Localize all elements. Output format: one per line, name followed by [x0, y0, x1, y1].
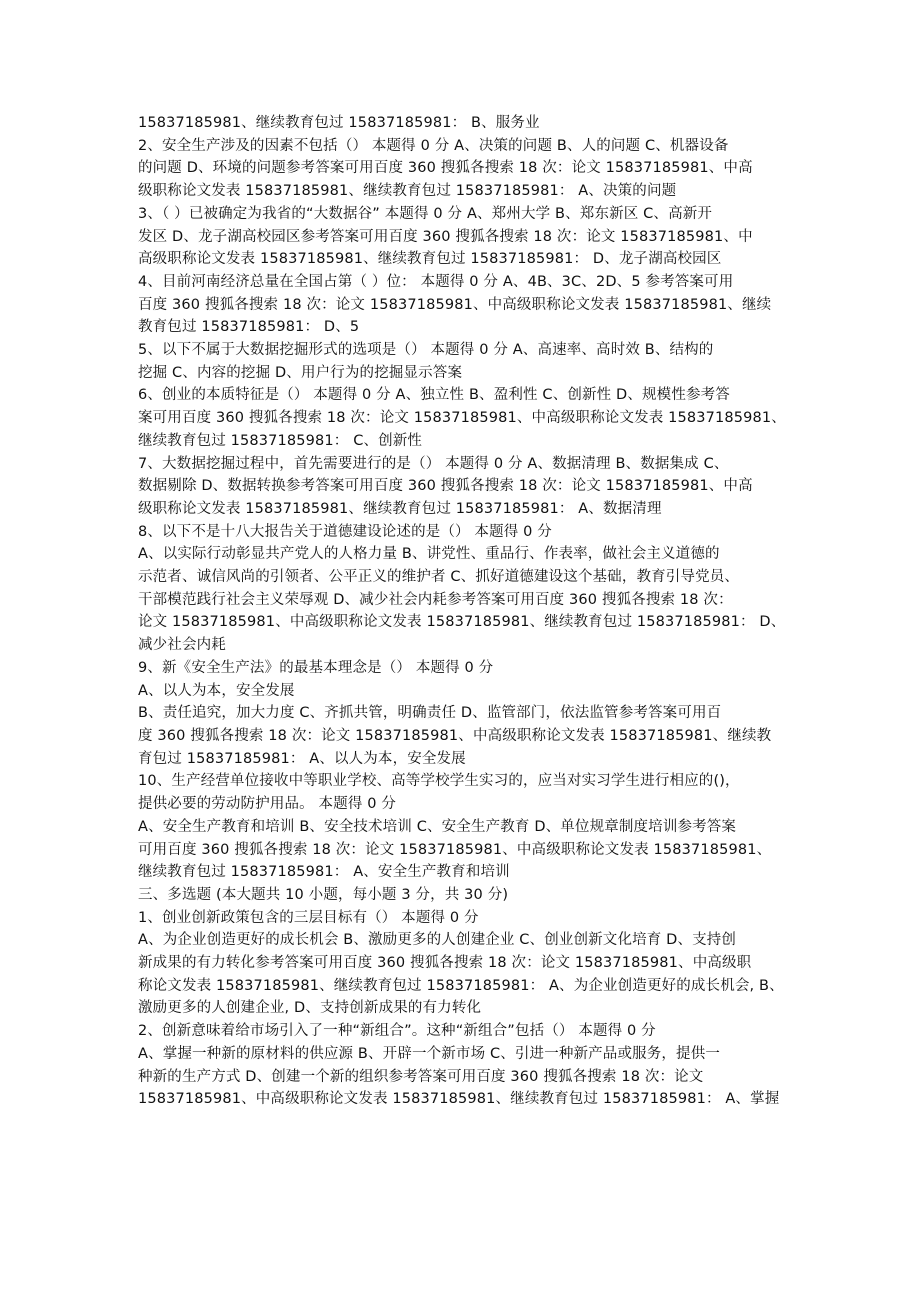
text-line: 7、大数据挖掘过程中，首先需要进行的是（） 本题得 0 分 A、数据清理 B、数据集成 C、: [138, 455, 729, 472]
text-line: 3、（ ）已被确定为我省的“大数据谷” 本题得 0 分 A、郑州大学 B、郑东新区 C、高新开: [138, 205, 713, 222]
text-line: 新成果的有力转化参考答案可用百度 360 搜狐各搜索 18 次：论文 15837185981、中高级职: [138, 955, 752, 972]
text-line: 育包过 15837185981： A、以人为本，安全发展: [138, 750, 466, 767]
text-line: 可用百度 360 搜狐各搜索 18 次：论文 15837185981、中高级职称论文发表 15837185981、: [138, 841, 772, 858]
text-line: A、为企业创造更好的成长机会 B、激励更多的人创建企业 C、创业创新文化培育 D、支持创: [138, 932, 737, 949]
text-line: 干部模范践行社会主义荣辱观 D、减少社会内耗参考答案可用百度 360 搜狐各搜索 18 次：: [138, 591, 733, 608]
text-line: 9、新《安全生产法》的最基本理念是（） 本题得 0 分: [138, 659, 494, 676]
text-line: 15837185981、中高级职称论文发表 15837185981、继续教育包过 15837185981： A、掌握: [138, 1091, 780, 1108]
text-line: A、以人为本，安全发展: [138, 682, 295, 699]
text-line: 种新的生产方式 D、创建一个新的组织参考答案可用百度 360 搜狐各搜索 18 次：论文: [138, 1068, 704, 1085]
text-line: 2、创新意味着给市场引入了一种“新组合”。这种“新组合”包括（） 本题得 0 分: [138, 1023, 656, 1040]
text-line: 15837185981、继续教育包过 15837185981： B、服务业: [138, 115, 540, 131]
text-line: 继续教育包过 15837185981： C、创新性: [138, 432, 423, 449]
text-line: 度 360 搜狐各搜索 18 次：论文 15837185981、中高级职称论文发表 15837185981、继续教: [138, 727, 772, 744]
text-line: A、安全生产教育和培训 B、安全技术培训 C、安全生产教育 D、单位规章制度培训参考答案: [138, 818, 737, 835]
text-line: 1、创业创新政策包含的三层目标有（） 本题得 0 分: [138, 909, 479, 926]
text-line: 教育包过 15837185981： D、5: [138, 319, 360, 336]
text-line: 激励更多的人创建企业, D、支持创新成果的有力转化: [138, 1000, 482, 1017]
text-line: 8、以下不是十八大报告关于道德建设论述的是（） 本题得 0 分: [138, 523, 552, 540]
text-line: 级职称论文发表 15837185981、继续教育包过 15837185981： A、数据清理: [138, 500, 662, 517]
text-line: 的问题 D、环境的问题参考答案可用百度 360 搜狐各搜索 18 次：论文 15837185981、中高: [138, 160, 753, 177]
text-line: 2、安全生产涉及的因素不包括（） 本题得 0 分 A、决策的问题 B、人的问题 C、机器设备: [138, 137, 729, 154]
text-line: 百度 360 搜狐各搜索 18 次：论文 15837185981、中高级职称论文发表 15837185981、继续: [138, 296, 772, 313]
text-line: A、以实际行动彰显共产党人的人格力量 B、讲党性、重品行、作表率，做社会主义道德的: [138, 546, 720, 563]
text-line: A、掌握一种新的原材料的供应源 B、开辟一个新市场 C、引进一种新产品或服务，提供一: [138, 1045, 721, 1062]
document-body: [138, 112, 820, 1111]
text-line: 案可用百度 360 搜狐各搜索 18 次：论文 15837185981、中高级职称论文发表 15837185981、: [138, 410, 786, 427]
text-line: 4、目前河南经济总量在全国占第（ ）位： 本题得 0 分 A、4B、3C、2D、5 参考答案可用: [138, 273, 734, 290]
text-line: 三、多选题 (本大题共 10 小题，每小题 3 分，共 30 分): [138, 886, 509, 903]
text-line: 示范者、诚信风尚的引领者、公平正义的维护者 C、抓好道德建设这个基础，教育引导党员、: [138, 569, 740, 586]
text-line: 高级职称论文发表 15837185981、继续教育包过 15837185981： D、龙子湖高校园区: [138, 251, 722, 268]
text-line: 10、生产经营单位接收中等职业学校、高等学校学生实习的，应当对实习学生进行相应的()，: [138, 773, 740, 790]
text-line: 发区 D、龙子湖高校园区参考答案可用百度 360 搜狐各搜索 18 次：论文 15837185981、中: [138, 228, 753, 245]
text-line: 提供必要的劳动防护用品。 本题得 0 分: [138, 796, 397, 813]
text-line: 论文 15837185981、中高级职称论文发表 15837185981、继续教育包过 15837185981： D、: [138, 614, 786, 631]
text-line: 称论文发表 15837185981、继续教育包过 15837185981： A、为企业创造更好的成长机会, B、: [138, 977, 784, 994]
text-line: 挖掘 C、内容的挖掘 D、用户行为的挖掘显示答案: [138, 364, 463, 381]
text-line: 数据剔除 D、数据转换参考答案可用百度 360 搜狐各搜索 18 次：论文 15837185981、中高: [138, 478, 753, 495]
text-line: 级职称论文发表 15837185981、继续教育包过 15837185981： A、决策的问题: [138, 183, 677, 200]
text-line: B、责任追究，加大力度 C、齐抓共管，明确责任 D、监管部门，依法监管参考答案可用百: [138, 705, 722, 722]
text-line: 继续教育包过 15837185981： A、安全生产教育和培训: [138, 864, 510, 881]
text-line: 5、以下不属于大数据挖掘形式的选项是（） 本题得 0 分 A、高速率、高时效 B、结构的: [138, 342, 714, 359]
text-line: 减少社会内耗: [138, 637, 226, 654]
text-line: 6、创业的本质特征是（） 本题得 0 分 A、独立性 B、盈利性 C、创新性 D、规模性参考答: [138, 387, 730, 404]
